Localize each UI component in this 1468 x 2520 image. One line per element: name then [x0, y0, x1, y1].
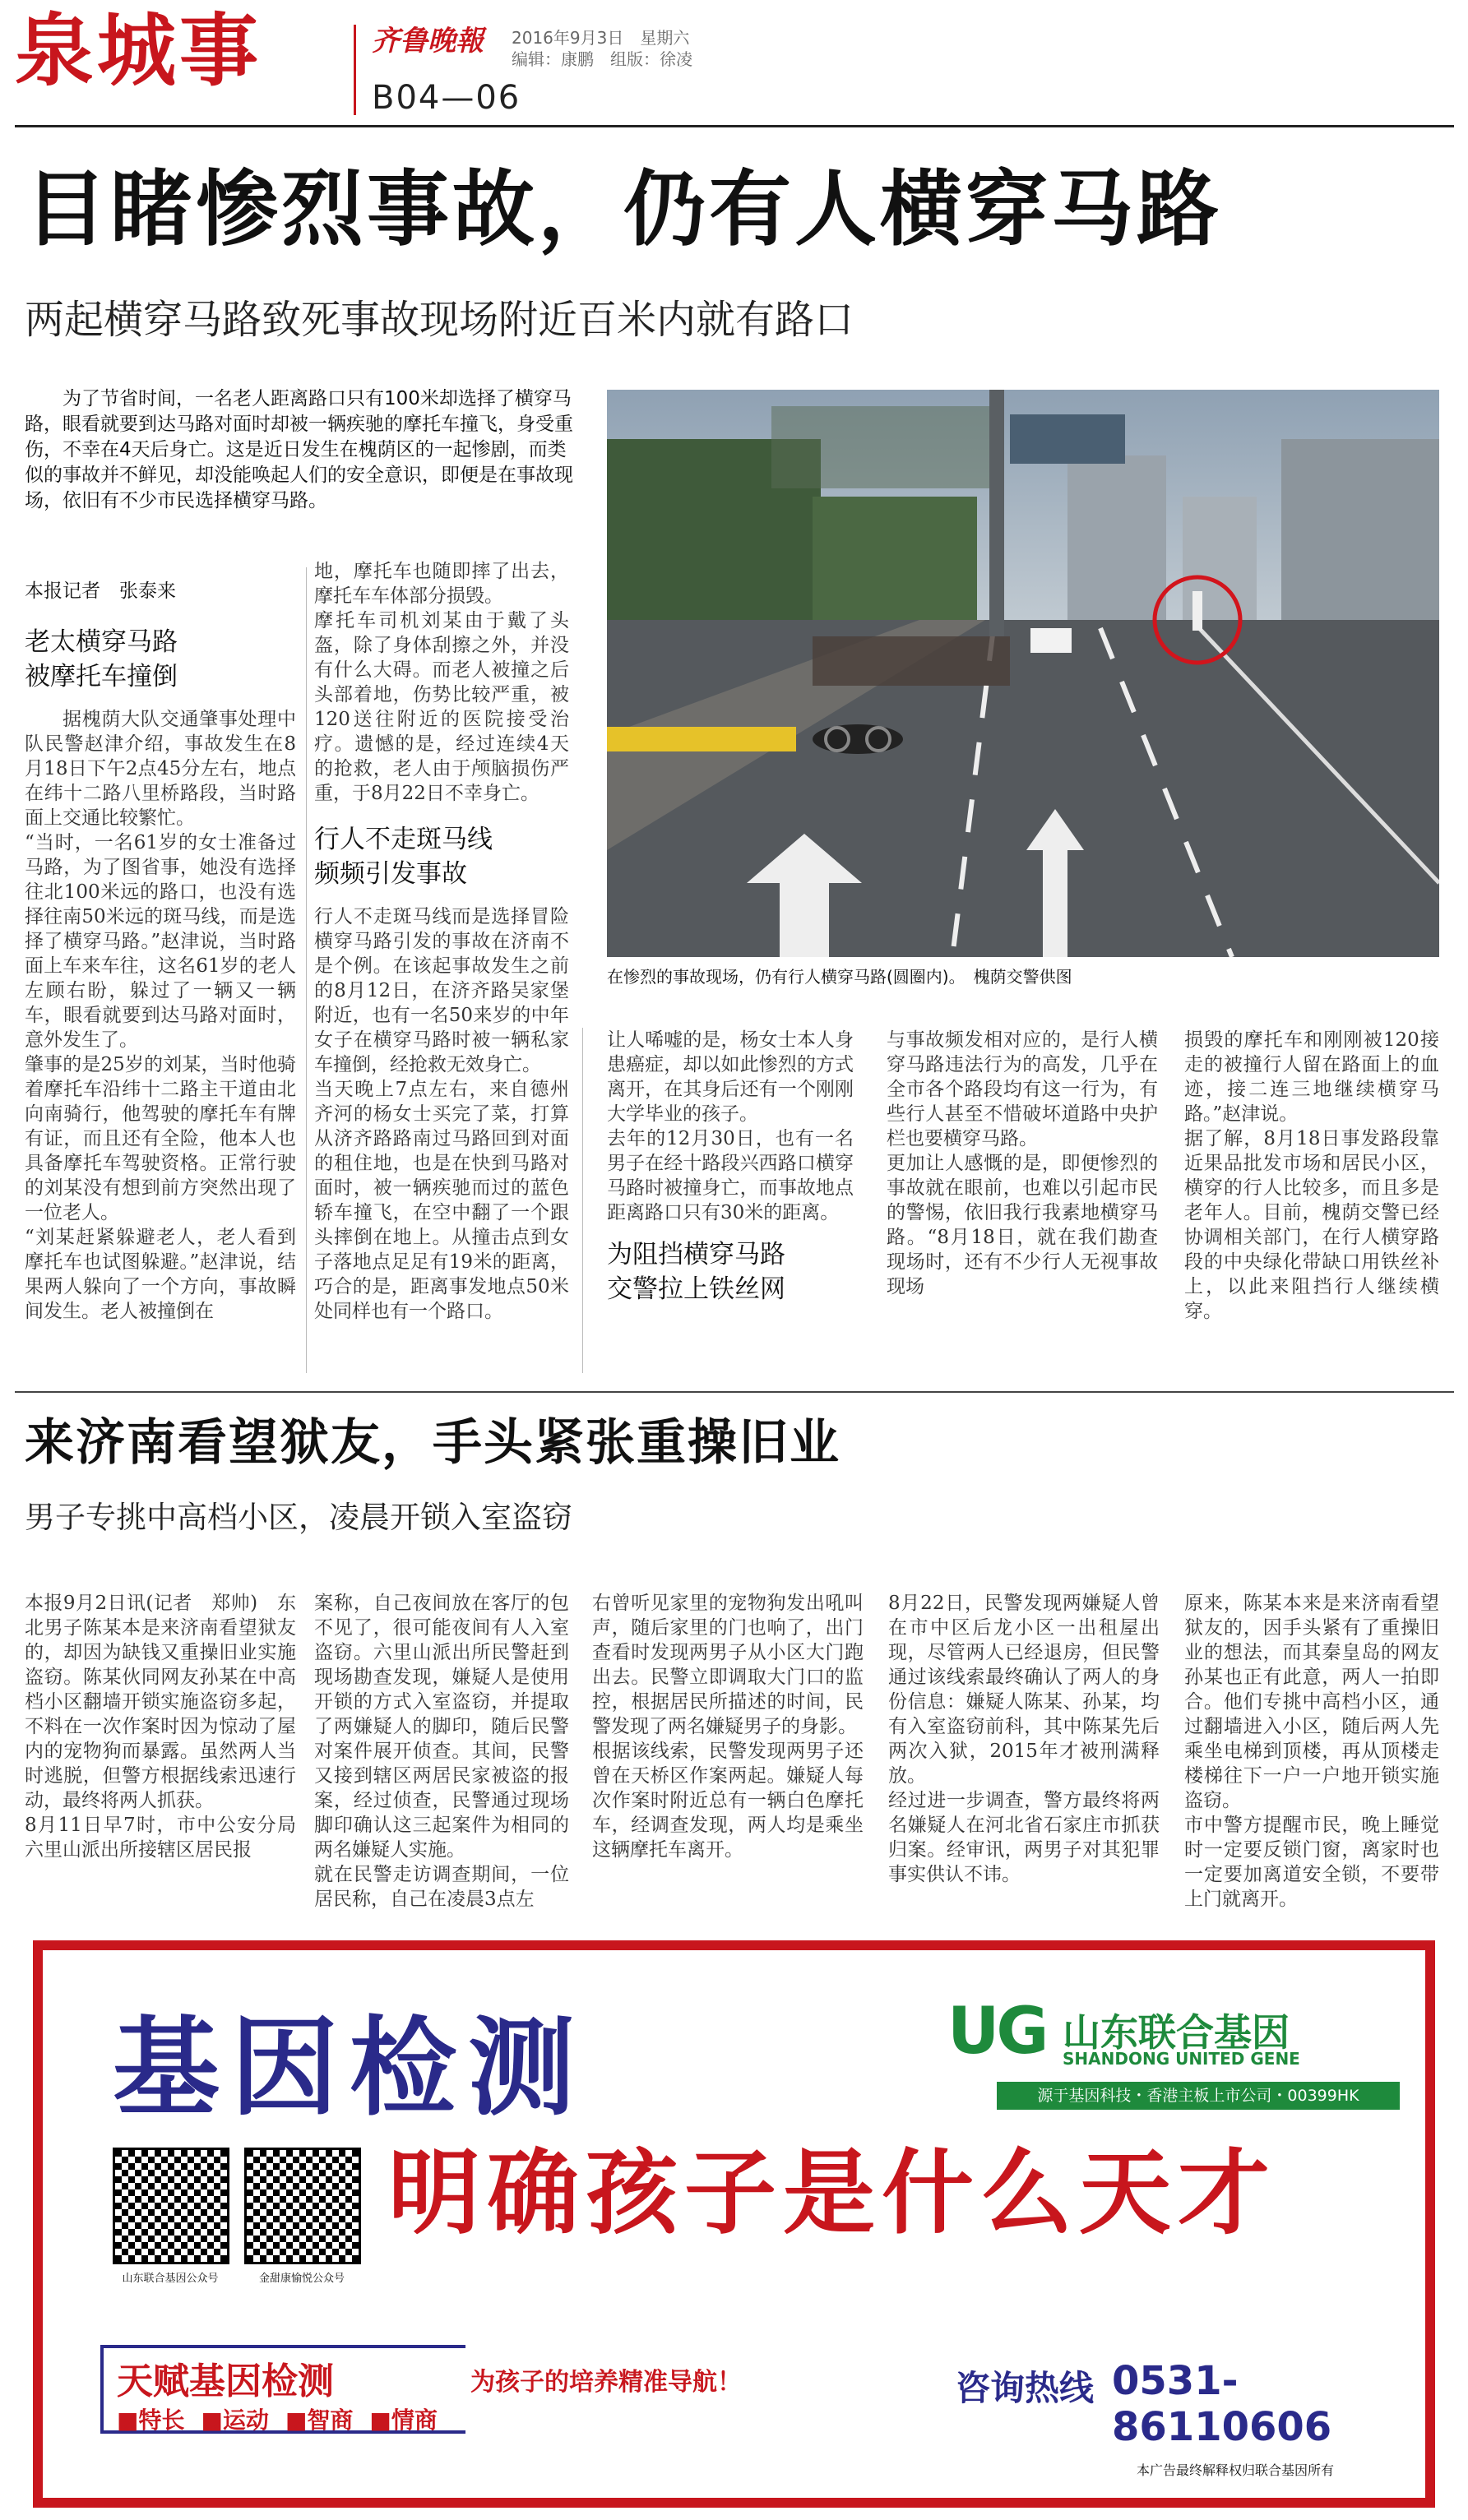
- ug-logo: UG: [947, 1995, 1046, 2069]
- story2-column-5: 原来，陈某本来是来济南看望狱友的，因手头紧有了重操旧业的想法，而其秦皇岛的网友孙某也正有此意，两人一拍即合。他们专挑中高档小区，通过翻墙进入小区，随后两人先乘坐电梯到顶楼，再从顶楼走楼梯往下一户一户地开锁实施盗窃。 市中警方提醒市民，晚上睡觉时一定要反锁门窗，离家时也一定要加离道安全锁，不要带上门就离开。: [1184, 1593, 1439, 1910]
- headline-2: 来济南看望狱友，手头紧张重操旧业: [25, 1414, 841, 1472]
- ad-disclaimer: 本广告最终解释权归联合基因所有: [1137, 2462, 1335, 2478]
- story2-column-3: 右曾听见家里的宠物狗发出吼叫声，随后家里的门也响了，出门查看时发现两男子从小区大门跑出去。民警立即调取大门口的监控，根据居民所描述的时间，民警发现了两名嫌疑男子的身影。 根据该线索，民警发现两男子还曾在天桥区作案两起。嫌疑人每次作案时附近总有一辆白色摩托车，经调查发现，两人均是乘坐这辆摩托车离开。: [592, 1593, 864, 1861]
- hotline-label: 咨询热线: [956, 2368, 1095, 2408]
- header-rule: [15, 125, 1454, 127]
- company-tagline: 源于基因科技・香港主板上市公司・00399HK: [997, 2082, 1400, 2110]
- service-tags: [117, 2402, 438, 2435]
- company-name-en: SHANDONG UNITED GENE: [1063, 2049, 1300, 2069]
- story1-column-2b: 行人不走斑马线而是选择冒险横穿马路引发的事故在济南不是个例。在该起事故发生之前的8月12日，在济齐路吴家堡附近，也有一名50来岁的中年女子在横穿马路时被一辆私家车撞倒，经抢救无效身亡。 当天晚上7点左右，来自德州齐河的杨女士买完了菜，打算从济齐路路南过马路回到对面的租住地，也是在快到马路对面时，被一辆疾驰而过的蓝色轿车撞飞，在空中翻了一个跟头摔倒在地上。从撞击点到女子落地点足足有19米的距离，巧合的是，距离事发地点50米处同样也有一个路口。: [314, 906, 569, 1322]
- service-desc: 为孩子的培养精准导航！: [470, 2368, 742, 2397]
- company-name-cn: 山东联合基因: [1063, 2010, 1290, 2055]
- tag-specialty: ■特长: [117, 2407, 185, 2434]
- story1-column-3: 让人唏嘘的是，杨女士本人身患癌症，却以如此惨烈的方式离开，在其身后还有一个刚刚大学毕业的孩子。 去年的12月30日，也有一名男子在经十路段兴西路口横穿马路时被撞身亡，而事故地点距离路口只有30米的距离。: [607, 1029, 854, 1223]
- subheadline-1: 两起横穿马路致死事故现场附近百米内就有路口: [25, 297, 854, 343]
- masthead: 泉城事: [15, 4, 262, 97]
- story1-column-2a: 地，摩托车也随即摔了出去，摩托车车体部分损毁。 摩托车司机刘某由于戴了头盔，除了身体刮擦之外，并没有什么大碍。而老人被撞之后头部着地，伤势比较严重，被120送往附近的医院接受治疗。遗憾的是，经过连续4天的抢救，老人由于颅脑损伤严重，于8月22日不幸身亡。: [314, 561, 569, 804]
- section-title-1: 老太横穿马路 被摩托车撞倒: [25, 627, 178, 691]
- qr-label-2: 金甜康愉悦公众号: [258, 2273, 345, 2285]
- tag-iq: ■智商: [285, 2407, 354, 2434]
- hotline-number: 0531-86110606: [1112, 2358, 1332, 2450]
- section-title-3: 为阻挡横穿马路 交警拉上铁丝网: [607, 1240, 785, 1304]
- service-name: 天赋基因检测: [117, 2360, 334, 2402]
- issue-date: 2016年9月3日 星期六: [512, 28, 690, 48]
- story1-column-4: 与事故频发相对应的，是行人横穿马路违法行为的高发，几乎在全市各个路段均有这一行为，有些行人甚至不惜破坏道路中央护栏也要横穿马路。 更加让人感慨的是，即便惨烈的事故就在眼前，也难以引起市民的警惕，依旧我行我素地横穿马路。“8月18日，就在我们勘查现场时，还有不少行人无视事故现场: [887, 1029, 1158, 1297]
- qr-label-1: 山东联合基因公众号: [122, 2273, 219, 2285]
- masthead-divider: [354, 25, 356, 115]
- qr-code-1: [113, 2148, 229, 2264]
- qr-code-2: [244, 2148, 361, 2264]
- headline-1: 目睹惨烈事故，仍有人横穿马路: [25, 161, 1222, 257]
- advertisement: [33, 1940, 1435, 2508]
- paper-name: 齐鲁晚報: [372, 25, 484, 58]
- column-rule: [582, 1028, 583, 1373]
- editors: 编辑：康鹏 组版：徐凌: [512, 49, 692, 69]
- ad-slogan: 明确孩子是什么天才: [388, 2140, 1276, 2247]
- accident-photo: [607, 390, 1439, 957]
- section-divider: [15, 1391, 1454, 1393]
- story1-column-1: 据槐荫大队交通肇事处理中队民警赵津介绍，事故发生在8月18日下午2点45分左右，地点在纬十二路八里桥路段，当时路面上交通比较繁忙。 “当时，一名61岁的女士准备过马路，为了图省事，她没有选择往北100米远的路口，也没有选择往南50米远的斑马线，而是选择了横穿马路。”赵津说，当时路面上车来车往，这名61岁的老人左顾右盼，躲过了一辆又一辆车，眼看就要到达马路对面时，意外发生了。 肇事的是25岁的刘某，当时他骑着摩托车沿纬十二路主干道由北向南骑行，他驾驶的摩托车有牌有证，而且还有全险，他本人也具备摩托车驾驶资格。正常行驶的刘某没有想到前方突然出现了一位老人。 “刘某赶紧躲避老人，老人看到摩托车也试图躲避。”赵津说，结果两人躲向了一个方向，事故瞬间发生。老人被撞倒在: [25, 709, 296, 1322]
- column-rule: [306, 567, 307, 1373]
- story1-column-5: 损毁的摩托车和刚刚被120接走的被撞行人留在路面上的血迹，接二连三地继续横穿马路。”赵津说。 据了解，8月18日事发路段靠近果品批发市场和居民小区，横穿的行人比较多，而且多是老年人。目前，槐荫交警已经协调相关部门，在行人横穿路段的中央绿化带缺口用铁丝补上，以此来阻挡行人继续横穿。: [1184, 1029, 1439, 1322]
- byline: 本报记者 张泰来: [25, 580, 176, 602]
- ad-title: 基因检测: [113, 2004, 587, 2130]
- company-logo-block: [947, 1995, 1400, 2115]
- accident-photo-illustration: [607, 390, 1439, 957]
- story2-column-2: 案称，自己夜间放在客厅的包不见了，很可能夜间有人入室盗窃。六里山派出所民警赶到现场勘查发现，嫌疑人是使用开锁的方式入室盗窃，并提取了两嫌疑人的脚印，随后民警对案件展开侦查。其间，民警又接到辖区两居民家被盗的报案，经过侦查，民警通过现场脚印确认这三起案件为相同的两名嫌疑人实施。 就在民警走访调查期间，一位居民称，自己在凌晨3点左: [314, 1593, 569, 1910]
- photo-caption: 在惨烈的事故现场，仍有行人横穿马路(圆圈内)。 槐荫交警供图: [607, 967, 1072, 987]
- tag-sports: ■运动: [201, 2407, 269, 2434]
- lead-paragraph: 为了节省时间，一名老人距离路口只有100米却选择了横穿马路，眼看就要到达马路对面时却被一辆疾驰的摩托车撞飞，身受重伤，不幸在4天后身亡。这是近日发生在槐荫区的一起惨剧，而类似的事故并不鲜见，却没能唤起人们的安全意识，即便是在事故现场，依旧有不少市民选择横穿马路。: [25, 388, 573, 511]
- story2-column-4: 8月22日，民警发现两嫌疑人曾在市中区后龙小区一出租屋出现，尽管两人已经退房，但民警通过该线索最终确认了两人的身份信息：嫌疑人陈某、孙某，均有入室盗窃前科，其中陈某先后两次入狱，2015年才被刑满释放。 经过进一步调查，警方最终将两名嫌疑人在河北省石家庄市抓获归案。经审讯，两男子对其犯罪事实供认不讳。: [888, 1593, 1160, 1885]
- section-title-2: 行人不走斑马线 频频引发事故: [314, 825, 493, 889]
- story2-column-1: 本报9月2日讯(记者 郑帅) 东北男子陈某本是来济南看望狱友的，却因为缺钱又重操旧业实施盗窃。陈某伙同网友孙某在中高档小区翻墙开锁实施盗窃多起，不料在一次作案时因为惊动了屋内的宠物狗而暴露。虽然两人当时逃脱，但警方根据线索迅速行动，最终将两人抓获。 8月11日早7时，市中公安分局六里山派出所接辖区居民报: [25, 1593, 296, 1861]
- subheadline-2: 男子专挑中高档小区，凌晨开锁入室盗窃: [25, 1500, 572, 1535]
- page-number: B04—06: [372, 79, 521, 117]
- tag-eq: ■情商: [369, 2407, 438, 2434]
